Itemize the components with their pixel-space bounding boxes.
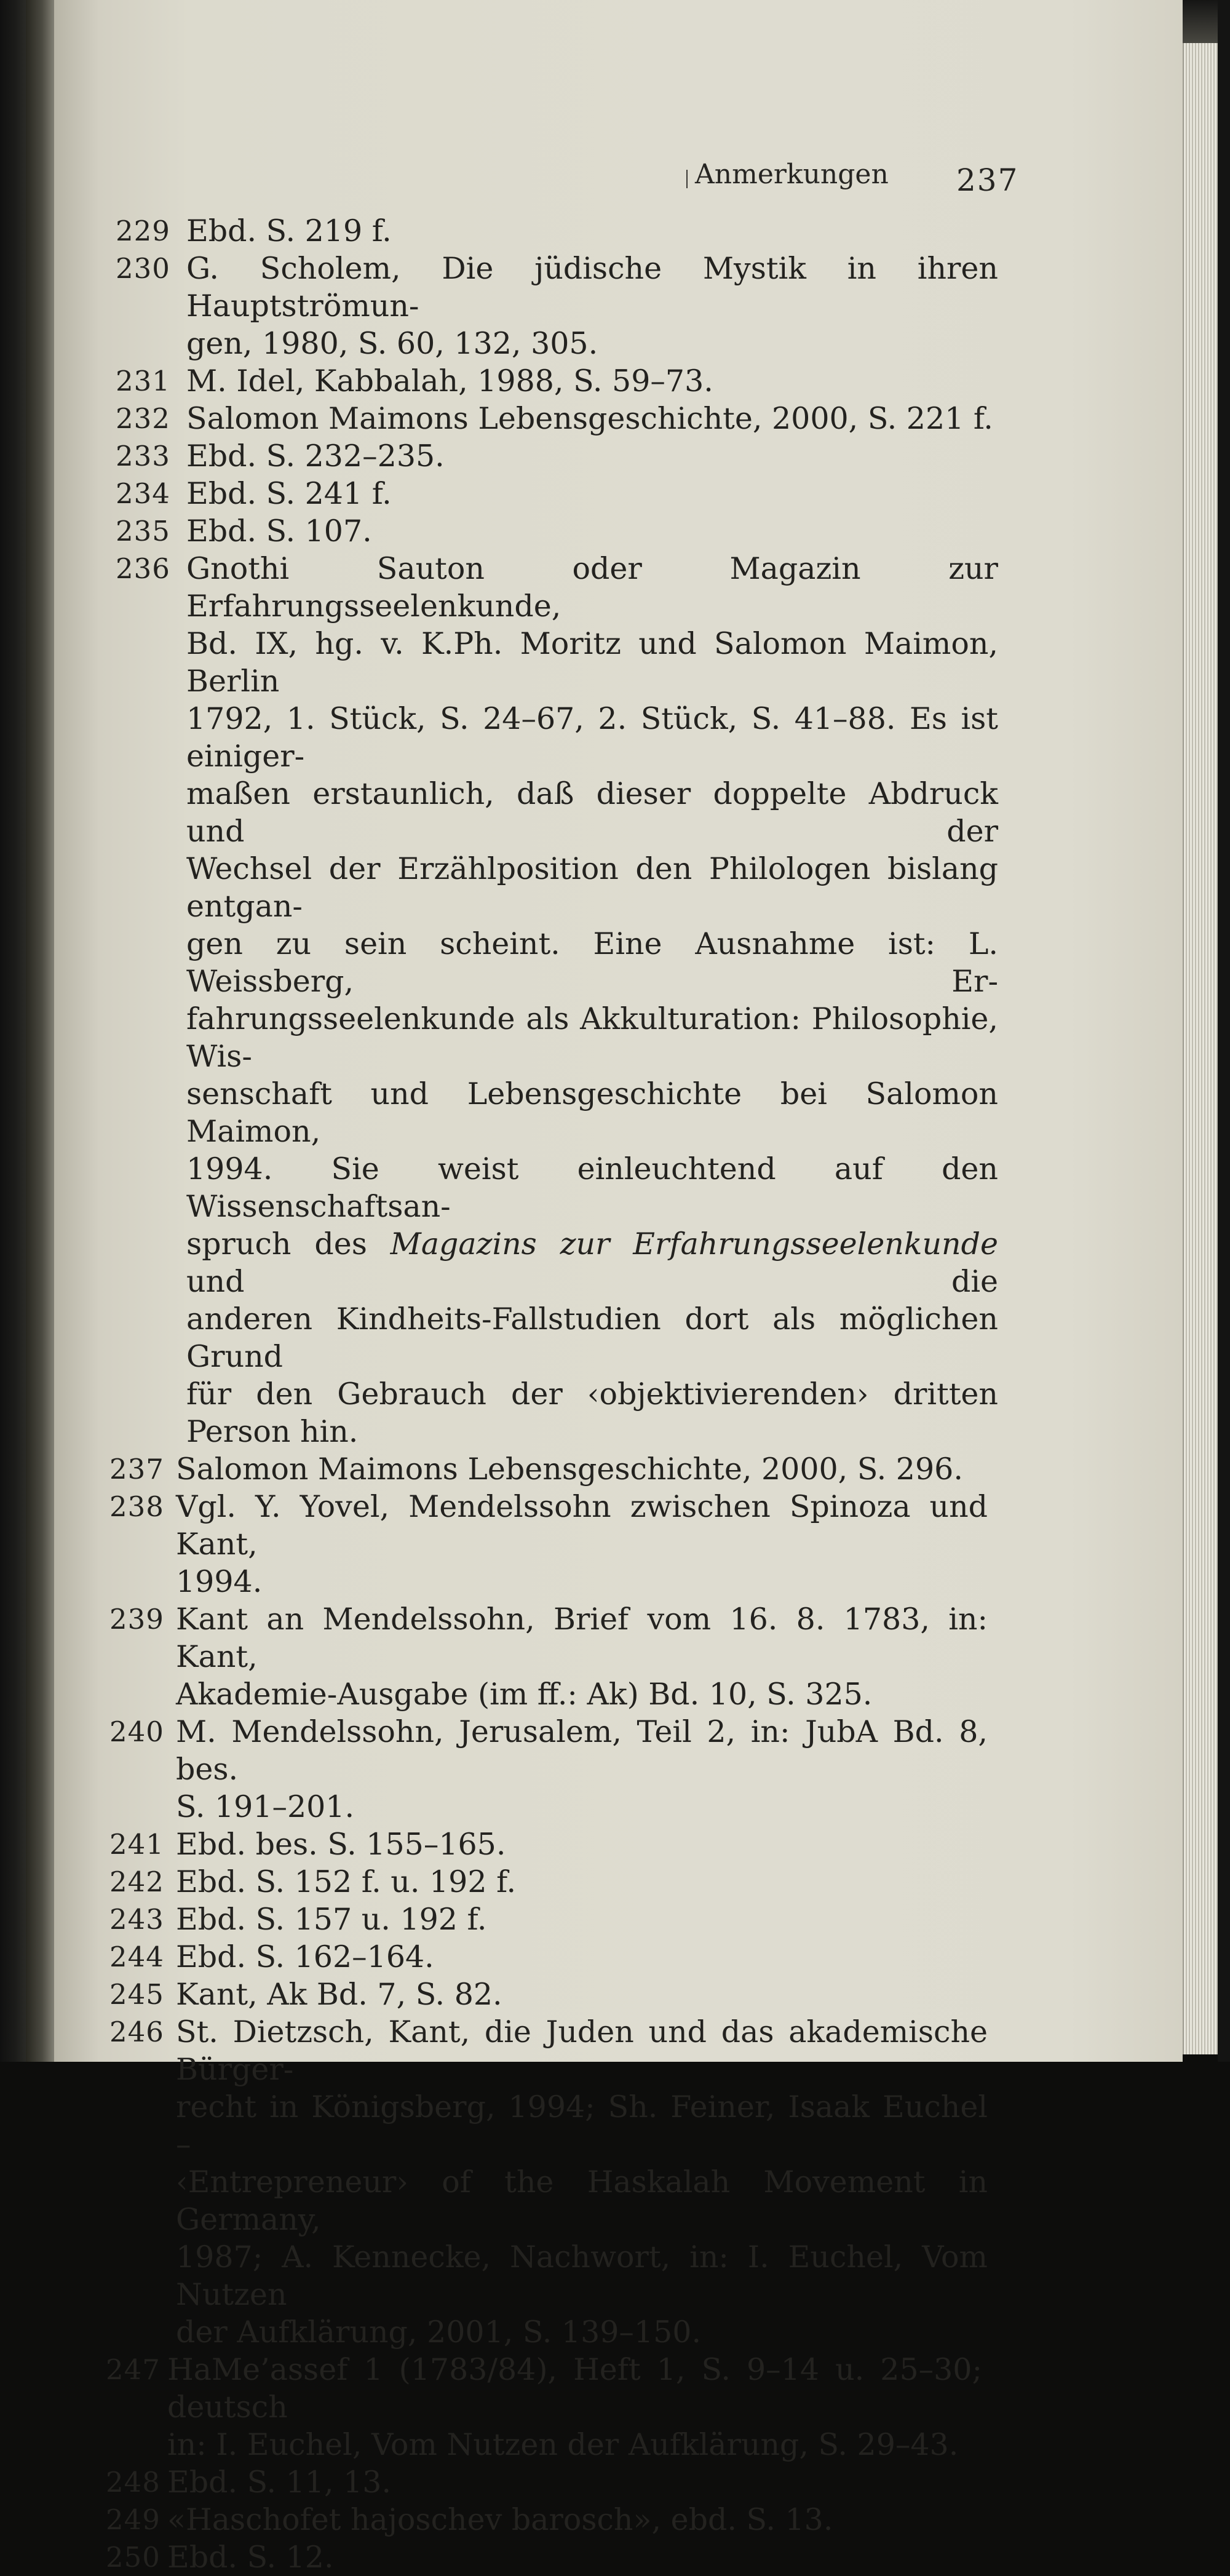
note-number: 234 xyxy=(116,477,170,510)
note-line: Ebd. S. 157 u. 192 f. xyxy=(176,1902,487,1937)
note-line: Akademie-Ausgabe (im ff.: Ak) Bd. 10, S. 325. xyxy=(176,1677,873,1712)
endnote xyxy=(0,1713,1183,1826)
note-line: 1987; A. Kennecke, Nachwort, in: I. Euchel, Vom Nutzen xyxy=(176,2240,988,2312)
endnote xyxy=(0,1938,1183,1976)
page-edges-top xyxy=(1183,0,1218,44)
note-number: 230 xyxy=(116,252,170,285)
note-line: «Haschofet hajoschev barosch», ebd. S. 13. xyxy=(167,2502,833,2537)
endnote xyxy=(0,512,1183,550)
note-line: Wechsel der Erzählposition den Philologen bislang entgan- xyxy=(186,851,998,924)
note-text xyxy=(186,437,998,475)
note-number: 239 xyxy=(109,1603,164,1636)
note-text xyxy=(176,1488,988,1600)
endnote xyxy=(0,212,1183,250)
note-text xyxy=(186,212,998,250)
endnotes-list xyxy=(0,212,1183,2576)
note-text xyxy=(167,2501,982,2538)
note-line: Ebd. S. 162–164. xyxy=(176,1939,434,1974)
note-line: 1792, 1. Stück, S. 24–67, 2. Stück, S. 41–88. Es ist einiger- xyxy=(186,701,998,774)
note-number: 236 xyxy=(116,552,170,585)
note-line: Salomon Maimons Lebensgeschichte, 2000, S. 221 f. xyxy=(186,401,993,436)
note-line: Ebd. S. 152 f. u. 192 f. xyxy=(176,1864,517,1899)
note-text xyxy=(176,1713,988,1826)
note-line: Vgl. Y. Yovel, Mendelssohn zwischen Spinoza und Kant, xyxy=(176,1489,988,1562)
note-text xyxy=(176,2013,988,2351)
note-line: gen, 1980, S. 60, 132, 305. xyxy=(186,326,598,361)
endnote xyxy=(0,400,1183,437)
note-number: 231 xyxy=(116,365,170,397)
endnote xyxy=(0,2013,1183,2351)
page-stack-edges xyxy=(1183,43,1219,2054)
endnote xyxy=(0,250,1183,362)
note-line: Ebd. S. 241 f. xyxy=(186,476,392,511)
note-text xyxy=(186,250,998,362)
note-line: Ebd. bes. S. 155–165. xyxy=(176,1827,506,1862)
note-text xyxy=(186,475,998,512)
running-head-rule xyxy=(686,170,688,188)
note-line: Kant an Mendelssohn, Brief vom 16. 8. 1783, in: Kant, xyxy=(176,1602,988,1674)
note-number: 243 xyxy=(109,1903,164,1936)
note-text xyxy=(176,1600,988,1713)
endnote xyxy=(0,550,1183,1450)
endnote xyxy=(0,1450,1183,1488)
endnote xyxy=(0,1901,1183,1938)
note-text xyxy=(167,2351,982,2463)
note-number: 238 xyxy=(109,1490,164,1523)
endnote xyxy=(0,2501,1183,2538)
note-number: 233 xyxy=(116,440,170,472)
note-line: 1994. Sie weist einleuchtend auf den Wissenschaftsan- xyxy=(186,1151,998,1224)
note-line: anderen Kindheits-Fallstudien dort als möglichen Grund xyxy=(186,1302,998,1374)
note-number: 240 xyxy=(109,1715,164,1748)
endnote xyxy=(0,2538,1183,2576)
note-number: 232 xyxy=(116,402,170,435)
note-line-with-italic xyxy=(186,1225,998,1300)
endnote xyxy=(0,1488,1183,1600)
note-text xyxy=(186,512,998,550)
note-line: in: I. Euchel, Vom Nutzen der Aufklärung, S. 29–43. xyxy=(167,2427,959,2462)
note-line: M. Mendelssohn, Jerusalem, Teil 2, in: JubA Bd. 8, bes. xyxy=(176,1714,988,1787)
note-text xyxy=(167,2463,982,2501)
note-text xyxy=(176,1863,988,1901)
note-text xyxy=(176,1826,988,1863)
note-number: 246 xyxy=(109,2016,164,2048)
note-line: recht in Königsberg, 1994; Sh. Feiner, Isaak Euchel – xyxy=(176,2089,988,2162)
note-line: senschaft und Lebensgeschichte bei Salomon Maimon, xyxy=(186,1076,998,1149)
running-head-text: Anmerkungen xyxy=(695,159,889,190)
note-text xyxy=(176,1976,988,2013)
note-number: 249 xyxy=(106,2503,161,2536)
note-line: Ebd. S. 107. xyxy=(186,514,372,549)
note-text xyxy=(167,2538,982,2576)
note-number: 250 xyxy=(106,2541,161,2574)
italic-title: Magazins zur Erfahrungsseelenkunde xyxy=(390,1226,998,1262)
note-number: 241 xyxy=(109,1828,164,1861)
endnote xyxy=(0,475,1183,512)
note-line-segment: spruch des xyxy=(186,1226,391,1262)
note-number: 244 xyxy=(109,1941,164,1973)
note-number: 235 xyxy=(116,515,170,547)
note-line: Salomon Maimons Lebensgeschichte, 2000, S. 296. xyxy=(176,1452,963,1487)
note-line: maßen erstaunlich, daß dieser doppelte Abdruck und der xyxy=(186,776,998,849)
note-text xyxy=(176,1901,988,1938)
note-line-segment: und die xyxy=(186,1264,998,1299)
endnote xyxy=(0,1600,1183,1713)
note-line: HaMe’assef 1 (1783/84), Heft 1, S. 9–14 u. 25–30; deutsch xyxy=(167,2352,982,2425)
note-number: 237 xyxy=(109,1453,164,1485)
note-line: Ebd. S. 11, 13. xyxy=(167,2465,392,2500)
endnote xyxy=(0,437,1183,475)
note-text xyxy=(186,400,998,437)
note-line: fahrungsseelenkunde als Akkulturation: Philosophie, Wis- xyxy=(186,1001,998,1074)
endnote xyxy=(0,1976,1183,2013)
page-number: 237 xyxy=(956,162,1019,198)
note-number: 242 xyxy=(109,1866,164,1898)
note-line: M. Idel, Kabbalah, 1988, S. 59–73. xyxy=(186,364,713,399)
endnote xyxy=(0,1826,1183,1863)
note-text xyxy=(186,550,998,1450)
note-line: Gnothi Sauton oder Magazin zur Erfahrungsseelenkunde, xyxy=(186,551,998,624)
endnote xyxy=(0,362,1183,400)
note-line: Ebd. S. 232–235. xyxy=(186,439,445,474)
note-line: der Aufklärung, 2001, S. 139–150. xyxy=(176,2315,702,2350)
note-line: gen zu sein scheint. Eine Ausnahme ist: L. Weissberg, Er- xyxy=(186,926,998,999)
note-line: Bd. IX, hg. v. K.Ph. Moritz und Salomon Maimon, Berlin xyxy=(186,626,998,699)
note-line: 1994. xyxy=(176,1564,263,1599)
endnote xyxy=(0,2463,1183,2501)
note-line: für den Gebrauch der ‹objektivierenden› dritten Person hin. xyxy=(186,1377,998,1449)
note-line: Ebd. S. 12. xyxy=(167,2540,334,2575)
note-number: 247 xyxy=(106,2353,161,2386)
background-right xyxy=(1218,0,1230,2062)
note-line: Kant, Ak Bd. 7, S. 82. xyxy=(176,1977,502,2012)
note-line: St. Dietzsch, Kant, die Juden und das akademische Bürger- xyxy=(176,2014,988,2087)
note-line: ‹Entrepreneur› of the Haskalah Movement in Germany, xyxy=(176,2165,988,2237)
note-line: S. 191–201. xyxy=(176,1789,355,1824)
note-number: 229 xyxy=(116,215,170,247)
endnote xyxy=(0,1863,1183,1901)
note-line: Ebd. S. 219 f. xyxy=(186,213,392,248)
note-line: G. Scholem, Die jüdische Mystik in ihren Hauptströmun- xyxy=(186,251,998,324)
note-number: 248 xyxy=(106,2466,161,2498)
note-number: 245 xyxy=(109,1978,164,2011)
endnote xyxy=(0,2351,1183,2463)
note-text xyxy=(176,1450,988,1488)
note-text xyxy=(186,362,998,400)
note-text xyxy=(176,1938,988,1976)
